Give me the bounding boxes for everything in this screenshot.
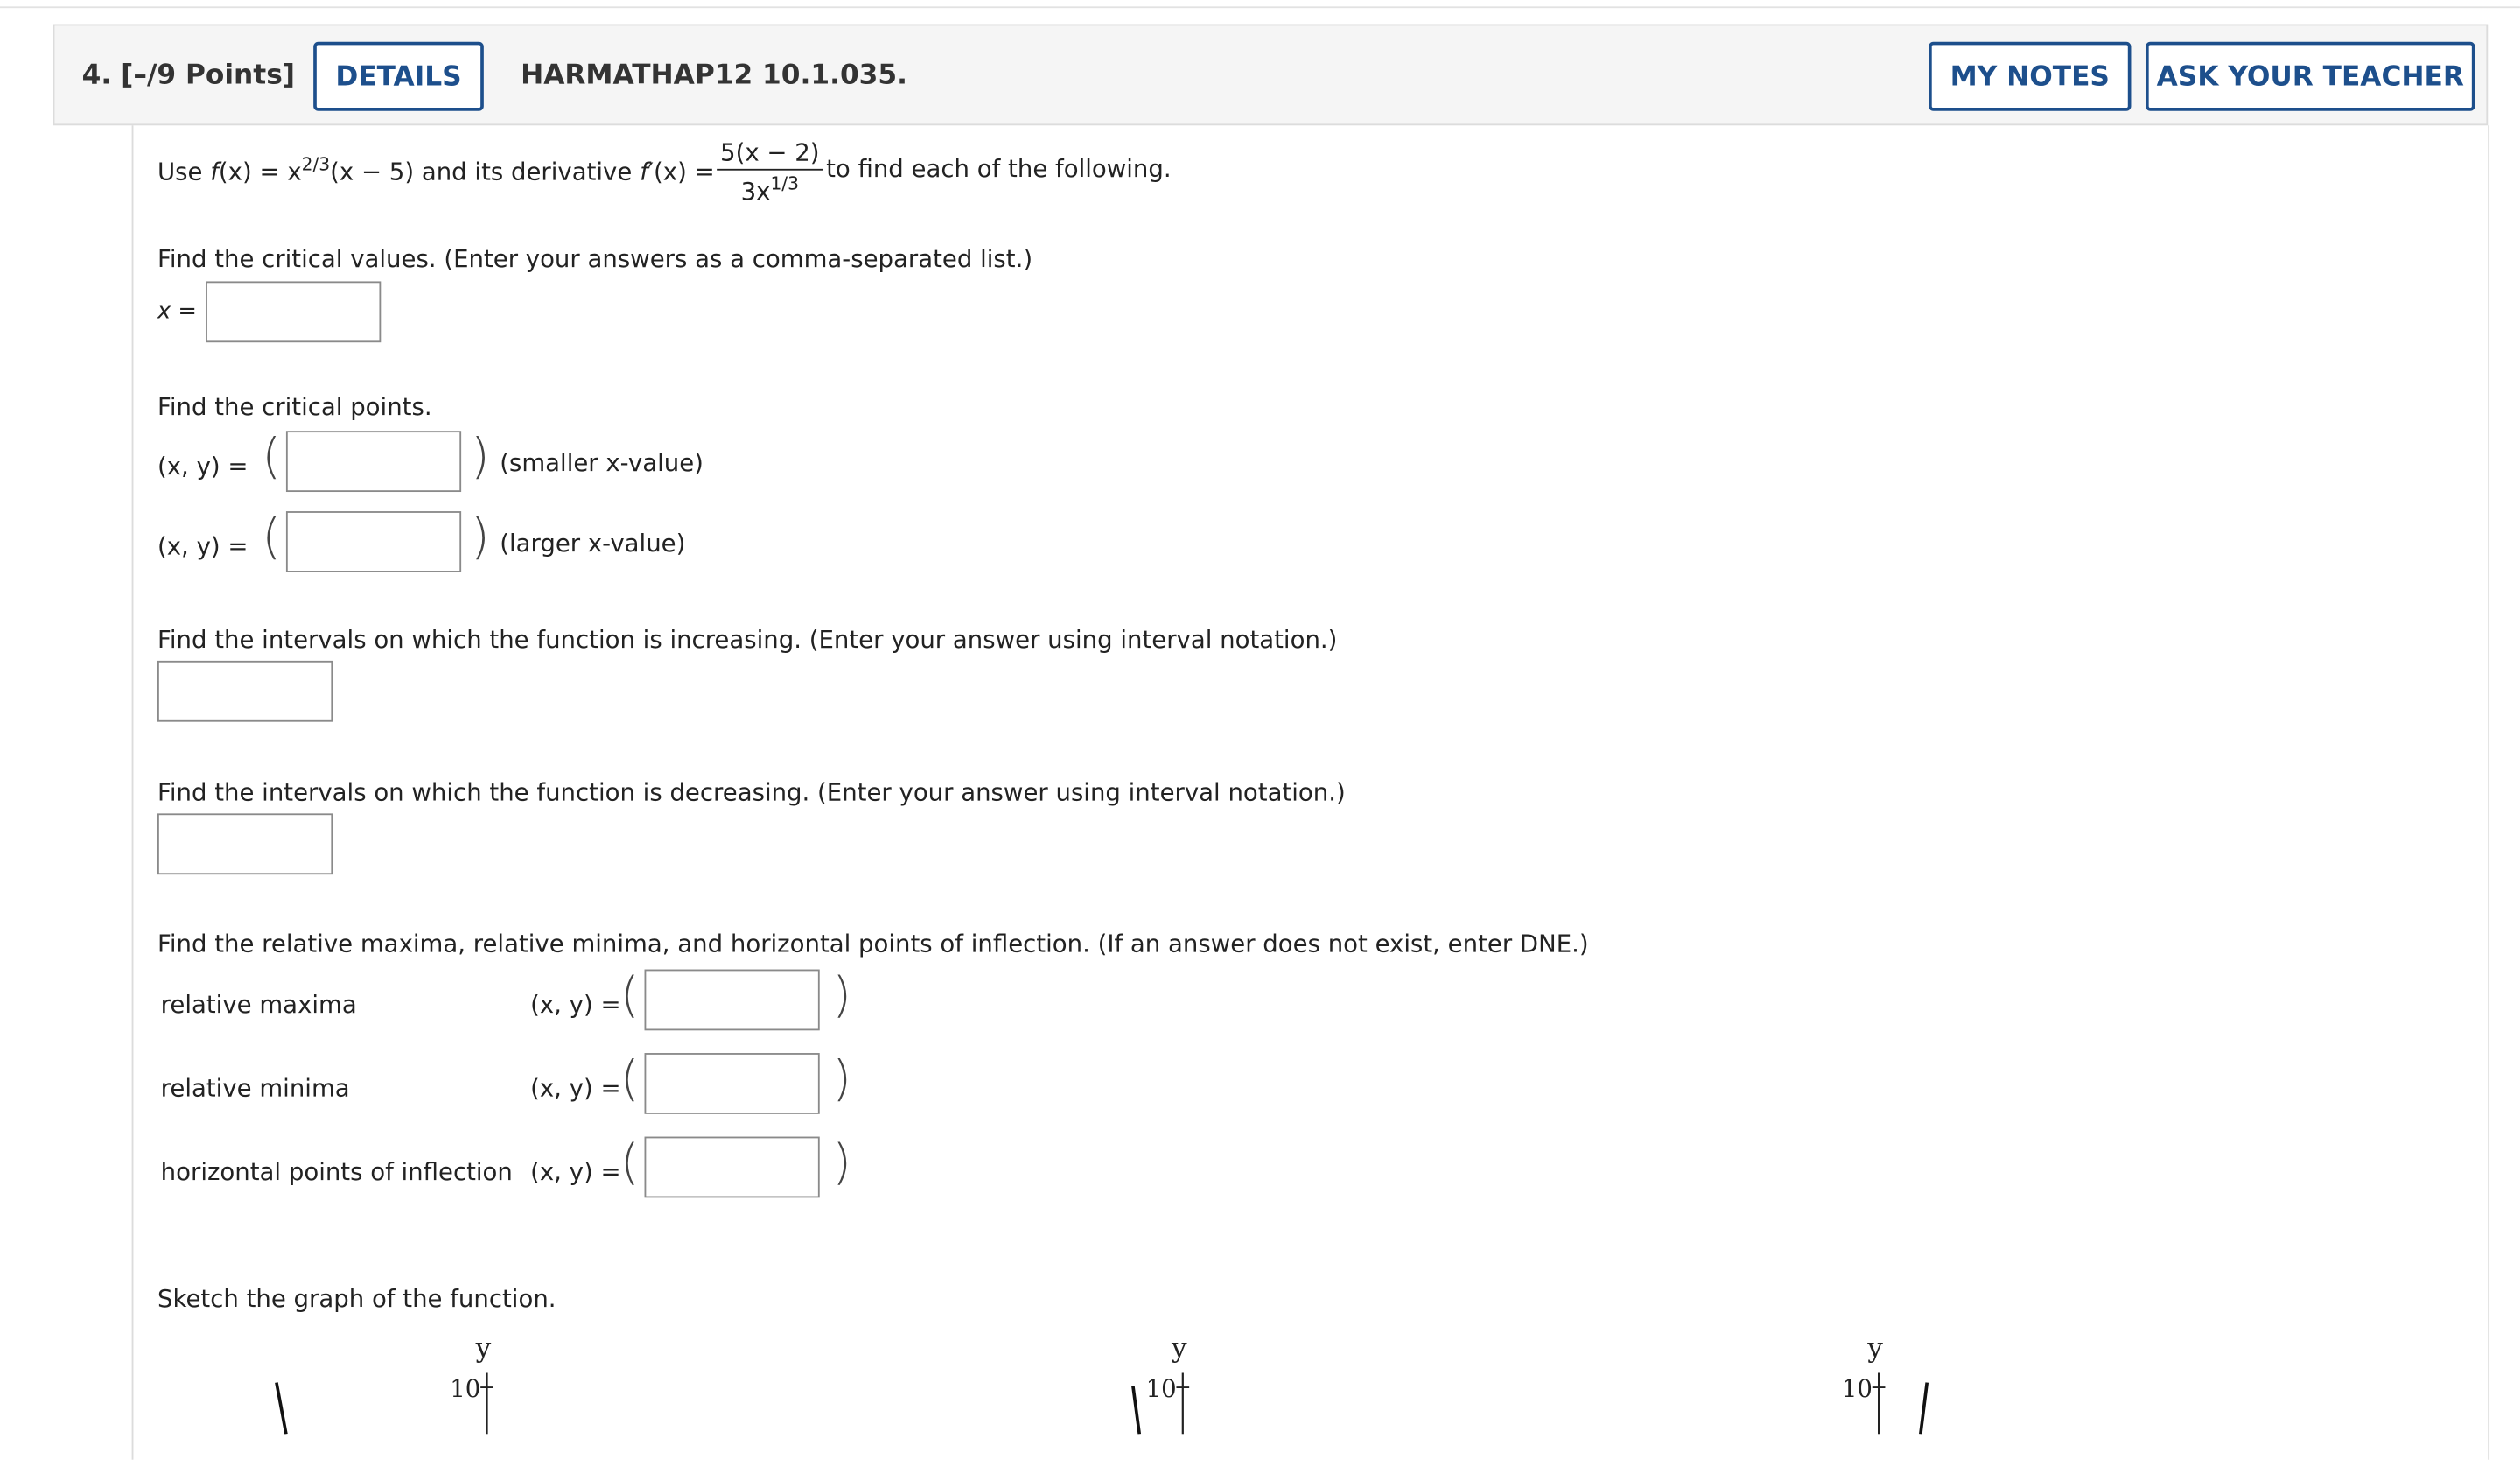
relative-minima-label: relative minima (160, 1073, 350, 1103)
derivative-numerator: 5(x − 2) (720, 137, 820, 168)
fraction-bar (717, 169, 822, 171)
my-notes-button[interactable]: MY NOTES (1928, 42, 2131, 111)
graph-2-option[interactable] (1109, 1366, 1237, 1434)
horizontal-inflection-label: horizontal points of inflection (160, 1157, 513, 1187)
graph-2-curve (1133, 1386, 1139, 1434)
left-paren: ( (620, 1134, 640, 1191)
larger-x-note: (larger x-value) (500, 529, 686, 558)
question-header (53, 25, 2488, 126)
derivative-denominator: $3x^{1/3}$ (740, 173, 799, 207)
graph-2-tick-label: 10 (1145, 1374, 1177, 1404)
details-button[interactable]: DETAILS (313, 42, 484, 111)
relative-minima-input[interactable] (645, 1053, 820, 1114)
intro-tail: to find each of the following. (826, 154, 1172, 184)
extrema-prompt: Find the relative maxima, relative minima, and horizontal points of inflection. (If an answer does not exist, enter DNE.) (157, 929, 1589, 958)
critical-points-prompt: Find the critical points. (157, 392, 432, 422)
graph-3-tick-label: 10 (1841, 1374, 1872, 1404)
critical-point-larger-input[interactable] (286, 511, 461, 572)
problem-code: HARMATHAP12 10.1.035. (521, 59, 907, 92)
relative-maxima-label: relative maxima (160, 990, 357, 1020)
smaller-x-note: (smaller x-value) (500, 448, 704, 478)
decreasing-input[interactable] (158, 813, 332, 874)
horizontal-inflection-input[interactable] (645, 1137, 820, 1198)
xy-label: (x, y) = (157, 531, 248, 562)
graph-3-option[interactable] (1848, 1366, 1977, 1434)
top-divider (0, 6, 2520, 8)
relative-maxima-input[interactable] (645, 970, 820, 1031)
graph-3-curve (1921, 1383, 1927, 1435)
increasing-input[interactable] (158, 661, 332, 722)
left-paren: ( (620, 967, 640, 1024)
x-equals-label: x = (157, 298, 197, 326)
left-paren: ( (262, 509, 281, 566)
sketch-prompt: Sketch the graph of the function. (157, 1284, 556, 1314)
increasing-prompt: Find the intervals on which the function is increasing. (Enter your answer using interval notation.) (157, 625, 1338, 655)
critical-point-smaller-input[interactable] (286, 431, 461, 492)
ask-your-teacher-button[interactable]: ASK YOUR TEACHER (2146, 42, 2475, 111)
left-paren: ( (620, 1051, 640, 1108)
xy-label: (x, y) = (530, 1073, 621, 1103)
critical-values-prompt: Find the critical values. (Enter your answers as a comma-separated list.) (157, 244, 1033, 274)
right-paren: ) (832, 967, 851, 1024)
graph-1-y-label: y (475, 1332, 492, 1365)
right-paren: ) (471, 509, 490, 566)
critical-values-input[interactable] (206, 281, 381, 342)
xy-label: (x, y) = (530, 990, 621, 1020)
right-paren: ) (471, 429, 490, 486)
graph-1-option[interactable] (257, 1366, 514, 1434)
graph-1-curve (276, 1383, 286, 1435)
graph-2-y-label: y (1171, 1332, 1187, 1365)
decreasing-prompt: Find the intervals on which the function is decreasing. (Enter your answer using interval notation.) (157, 777, 1346, 808)
right-paren: ) (832, 1134, 851, 1191)
xy-label: (x, y) = (530, 1157, 621, 1187)
left-paren: ( (262, 429, 281, 486)
graph-1-tick-label: 10 (450, 1374, 481, 1404)
right-paren: ) (832, 1051, 851, 1108)
xy-label: (x, y) = (157, 452, 248, 481)
intro-text: Use $f(x) = x^{2/3}(x - 5)$ and its derivative f′(x) = (157, 154, 715, 187)
question-points: 4. [–/9 Points] (81, 59, 296, 92)
graph-3-y-label: y (1867, 1332, 1883, 1365)
